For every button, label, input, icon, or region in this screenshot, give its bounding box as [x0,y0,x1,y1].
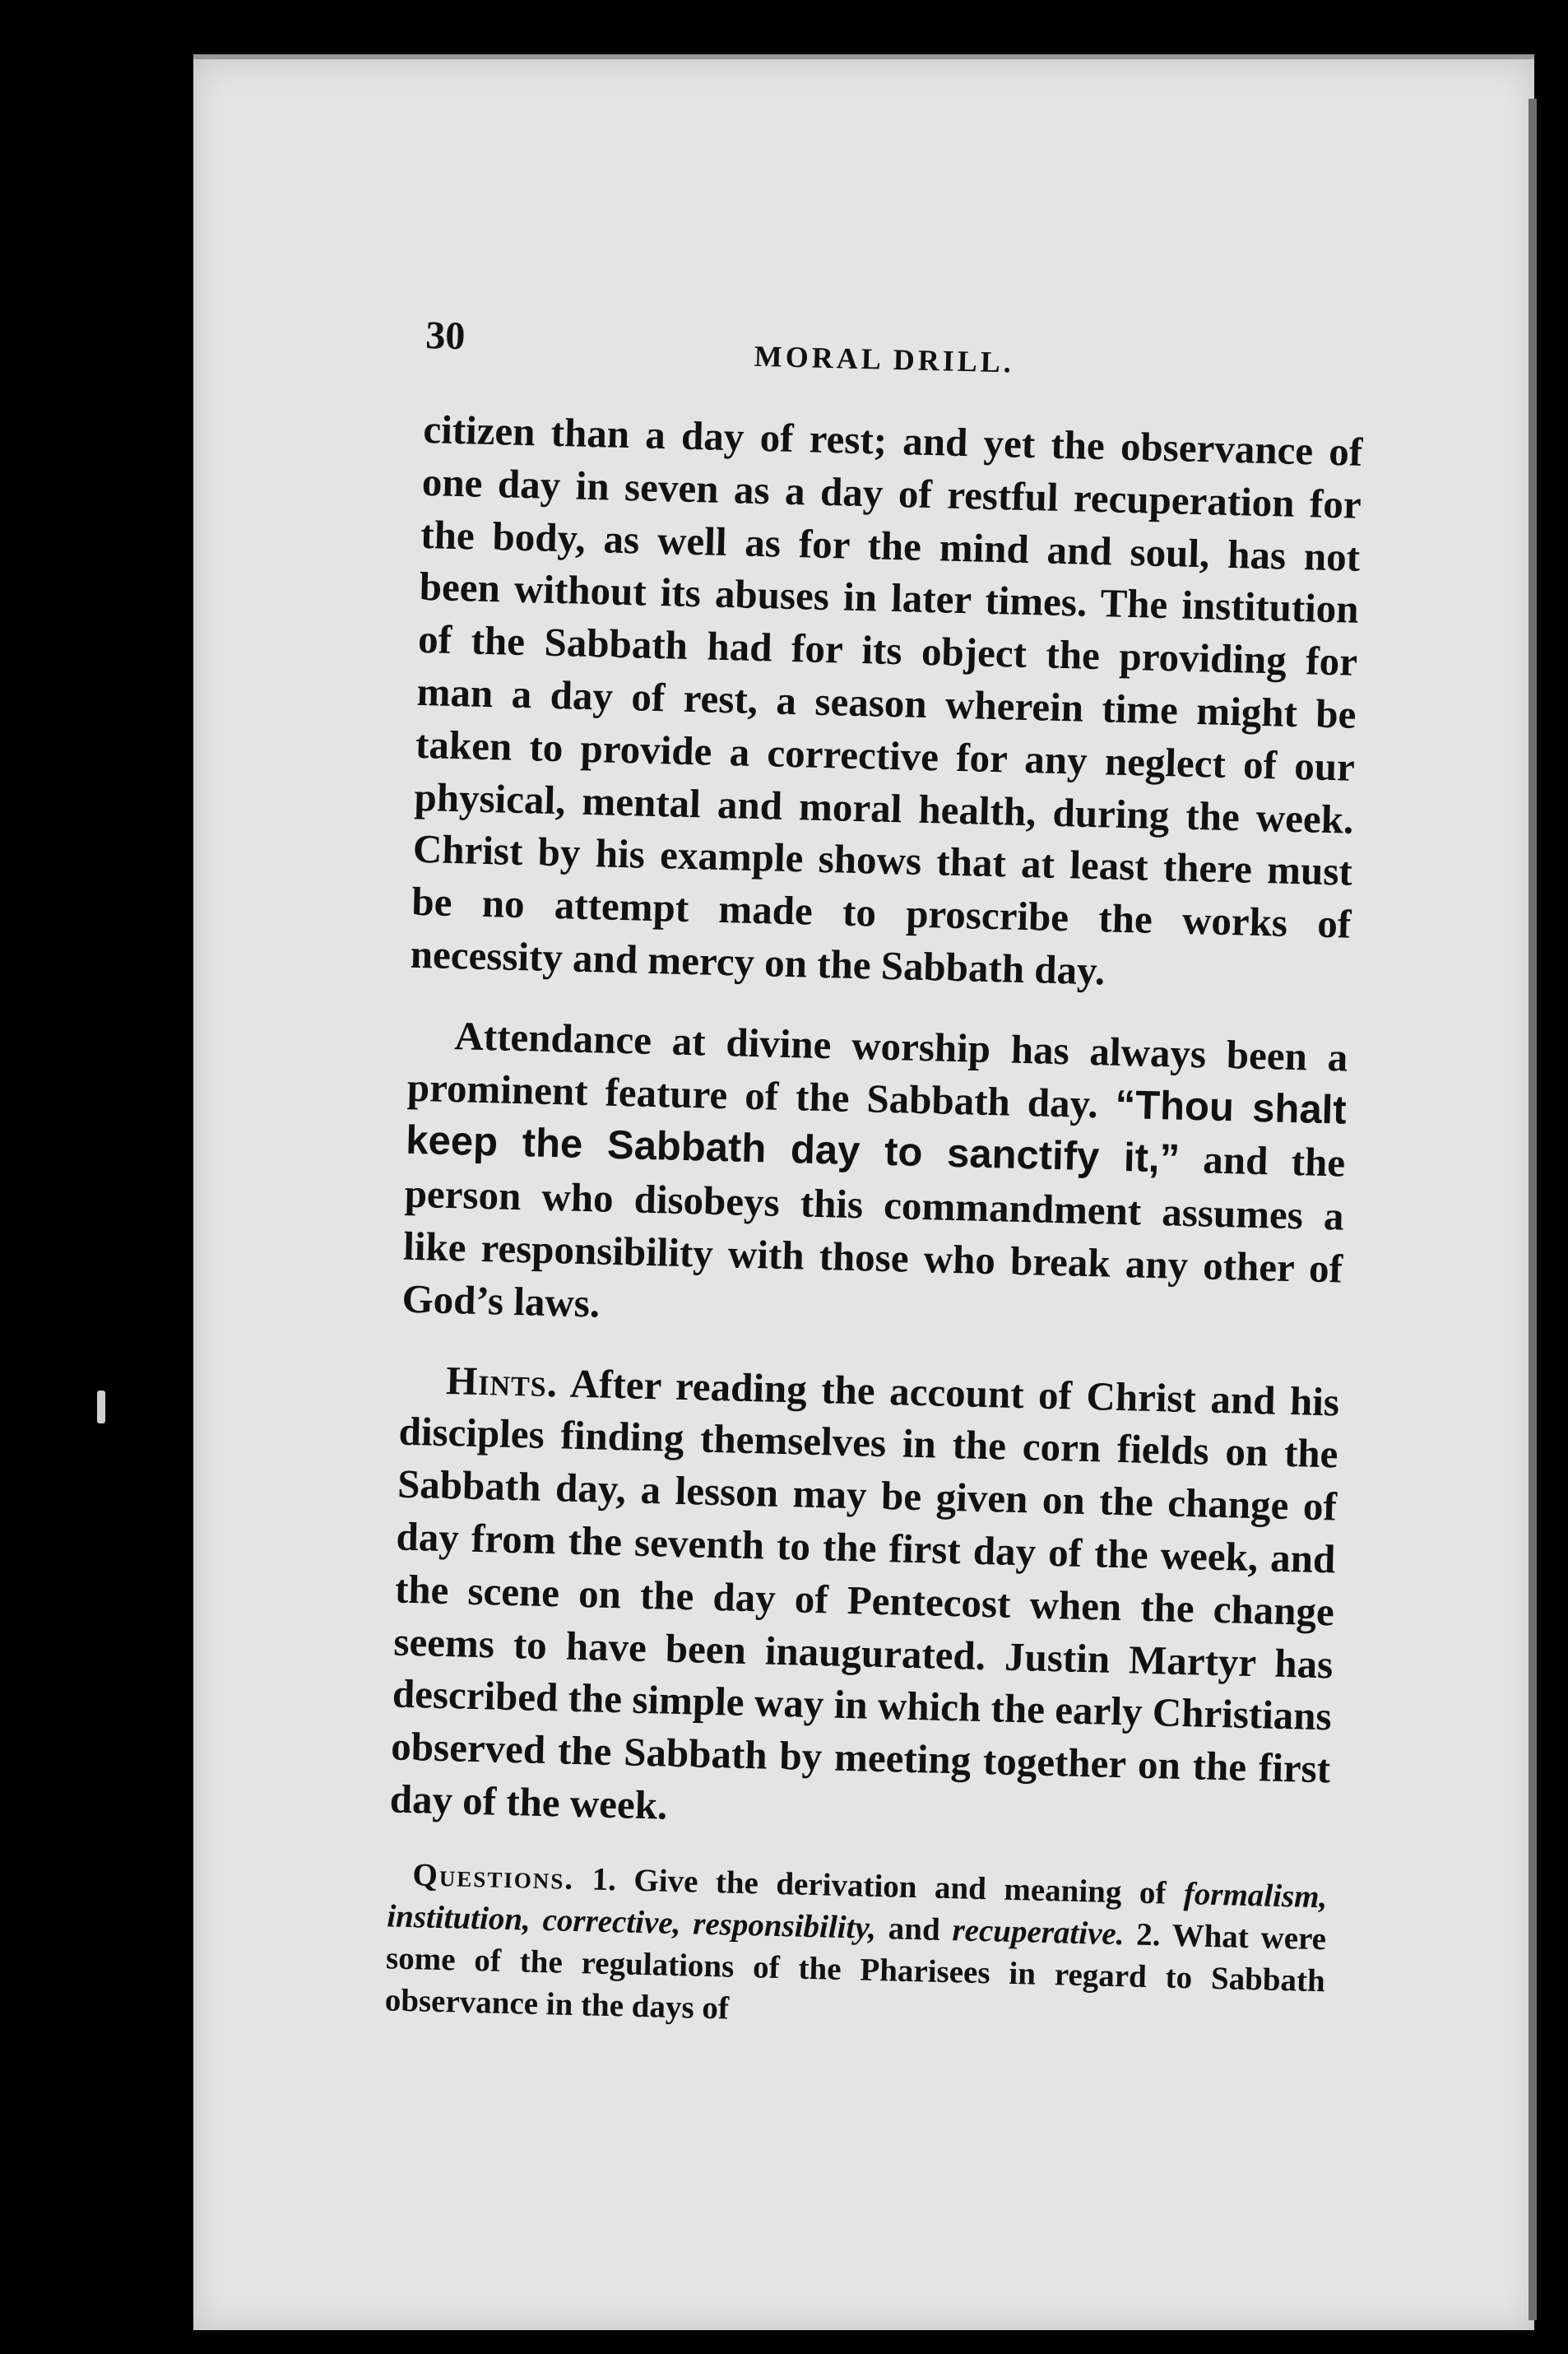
hints-label: Hints. [445,1357,559,1405]
commandment-quote: “Thou shalt keep the Sabbath day to sanctify it,” [405,1082,1348,1182]
page-edge-right [1529,99,1537,2320]
page-title: MORAL DRILL. [754,339,1015,379]
page-number: 30 [424,313,466,359]
paragraph-1: citizen than a day of rest; and yet the observance of one day in seven as a day of restful recuperation for the body, as well as for the mind and soul, has not been without its abuses in later times. The institution of the Sabbath had for its object the providing for man a day of rest, a season wherein time might be taken to provide a corrective for any neglect of our physical, mental and moral health, during the week. Christ by his example shows that at least there must be no attempt made to proscribe the works of necessity and mercy on the Sabbath day. [410,406,1363,994]
questions-paragraph [384,1853,1328,2044]
page-text [384,313,1365,2044]
questions-terms: formalism, institution, corrective, responsibility, [386,1875,1328,1946]
paragraph-2 [401,1009,1348,1349]
questions-term-last: recuperative. [952,1911,1125,1952]
questions-part1: 1. Give the derivation and meaning of [573,1860,1185,1911]
questions-label: Questions. [412,1856,575,1897]
paragraph-2-end: and the person who disobeys this commandment assumes a like responsibility with those who break any other of God’s laws. [401,1136,1346,1326]
hints-paragraph [389,1353,1340,1848]
scan-speck [97,1391,105,1423]
questions-and: and [875,1910,953,1948]
paragraph-2-start: Attendance at divine worship has always been a prominent feature of the Sabbath day. [406,1012,1348,1127]
questions-part2: 2. What were some of the regulations of the Pharisees in regard to Sabbath observance in the days of [384,1916,1327,2027]
hints-text: After reading the account of Christ and his disciples finding themselves in the corn fields on the Sabbath day, a lesson may be given on the change of day from the seventh to the first day of the week, and the scene on the day of Pentecost when the change seems to have been inaugurated. Justin Martyr has described the simple way in which the early Christians observed the Sabbath by meeting together on the first day of the week. [389,1359,1340,1828]
